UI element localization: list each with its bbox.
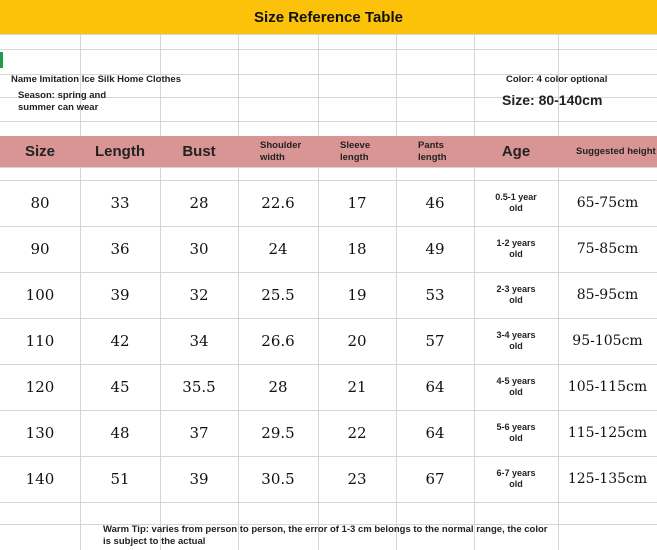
table-cell: 25.5 bbox=[261, 286, 295, 304]
table-cell: 22.6 bbox=[261, 194, 295, 212]
table-cell: 45 bbox=[110, 378, 130, 396]
table-cell: 0.5-1 year old bbox=[495, 192, 537, 213]
table-cell: 35.5 bbox=[182, 378, 216, 396]
grid-row-line bbox=[0, 121, 657, 122]
table-cell: 28 bbox=[189, 194, 209, 212]
column-header: Sleeve length bbox=[340, 139, 371, 163]
column-header: Pants length bbox=[418, 139, 447, 163]
table-cell: 42 bbox=[110, 332, 130, 350]
table-cell: 32 bbox=[189, 286, 209, 304]
color-note: Color: 4 color optional bbox=[506, 74, 608, 85]
table-cell: 1-2 years old bbox=[496, 238, 536, 259]
table-cell: 65-75cm bbox=[576, 195, 639, 211]
table-cell: 64 bbox=[425, 424, 445, 442]
table-cell: 22 bbox=[347, 424, 367, 442]
column-header: Shoulder width bbox=[260, 139, 302, 163]
table-cell: 30 bbox=[189, 240, 209, 258]
table-cell: 26.6 bbox=[261, 332, 295, 350]
season-note: Season: spring and summer can wear bbox=[18, 90, 107, 113]
table-cell: 90 bbox=[30, 240, 50, 258]
table-cell: 110 bbox=[25, 332, 55, 350]
cell-selection-marker bbox=[0, 52, 3, 68]
table-cell: 120 bbox=[25, 378, 55, 396]
table-cell: 36 bbox=[110, 240, 130, 258]
table-cell: 30.5 bbox=[261, 470, 295, 488]
column-header: Size bbox=[24, 143, 55, 160]
size-range: Size: 80-140cm bbox=[502, 92, 603, 108]
table-title bbox=[0, 0, 657, 34]
table-cell: 53 bbox=[425, 286, 445, 304]
table-cell: 3-4 years old bbox=[496, 330, 536, 351]
table-cell: 80 bbox=[30, 194, 50, 212]
table-cell: 33 bbox=[110, 194, 130, 212]
table-cell: 67 bbox=[425, 470, 445, 488]
table-cell: 85-95cm bbox=[576, 287, 639, 303]
table-cell: 29.5 bbox=[261, 424, 295, 442]
table-cell: 2-3 years old bbox=[496, 284, 536, 305]
column-header: Bust bbox=[182, 143, 216, 160]
table-cell: 115-125cm bbox=[567, 425, 648, 441]
table-cell: 75-85cm bbox=[576, 241, 639, 257]
title-text: Size Reference Table bbox=[254, 8, 403, 26]
table-cell: 51 bbox=[110, 470, 130, 488]
grid-row-line bbox=[0, 49, 657, 50]
table-cell: 19 bbox=[347, 286, 367, 304]
warm-tip: Warm Tip: varies from person to person, the error of 1-3 cm belongs to the normal range, the color is subject to the actual bbox=[103, 524, 548, 547]
column-header: Suggested height bbox=[576, 145, 656, 157]
product-name: Name Imitation Ice Silk Home Clothes bbox=[11, 74, 181, 85]
table-cell: 130 bbox=[25, 424, 55, 442]
table-cell: 5-6 years old bbox=[496, 422, 536, 443]
table-cell: 23 bbox=[347, 470, 367, 488]
table-cell: 57 bbox=[425, 332, 445, 350]
table-cell: 39 bbox=[189, 470, 209, 488]
table-cell: 37 bbox=[189, 424, 209, 442]
column-header: Length bbox=[95, 143, 145, 160]
table-cell: 21 bbox=[347, 378, 367, 396]
table-cell: 46 bbox=[425, 194, 445, 212]
table-cell: 4-5 years old bbox=[496, 376, 536, 397]
grid-row-line bbox=[0, 34, 657, 35]
table-cell: 39 bbox=[110, 286, 130, 304]
table-cell: 28 bbox=[268, 378, 288, 396]
table-cell: 6-7 years old bbox=[496, 468, 536, 489]
grid-row-line bbox=[0, 167, 657, 168]
table-cell: 125-135cm bbox=[567, 471, 648, 487]
table-cell: 95-105cm bbox=[572, 333, 643, 349]
table-cell: 18 bbox=[347, 240, 367, 258]
table-cell: 48 bbox=[110, 424, 130, 442]
grid-row-line bbox=[0, 502, 657, 503]
table-cell: 100 bbox=[25, 286, 55, 304]
table-cell: 20 bbox=[347, 332, 367, 350]
table-cell: 34 bbox=[189, 332, 209, 350]
column-header: Age bbox=[501, 143, 531, 160]
table-cell: 17 bbox=[347, 194, 367, 212]
table-cell: 105-115cm bbox=[567, 379, 648, 395]
table-cell: 24 bbox=[268, 240, 288, 258]
table-cell: 64 bbox=[425, 378, 445, 396]
table-cell: 140 bbox=[25, 470, 55, 488]
table-cell: 49 bbox=[425, 240, 445, 258]
